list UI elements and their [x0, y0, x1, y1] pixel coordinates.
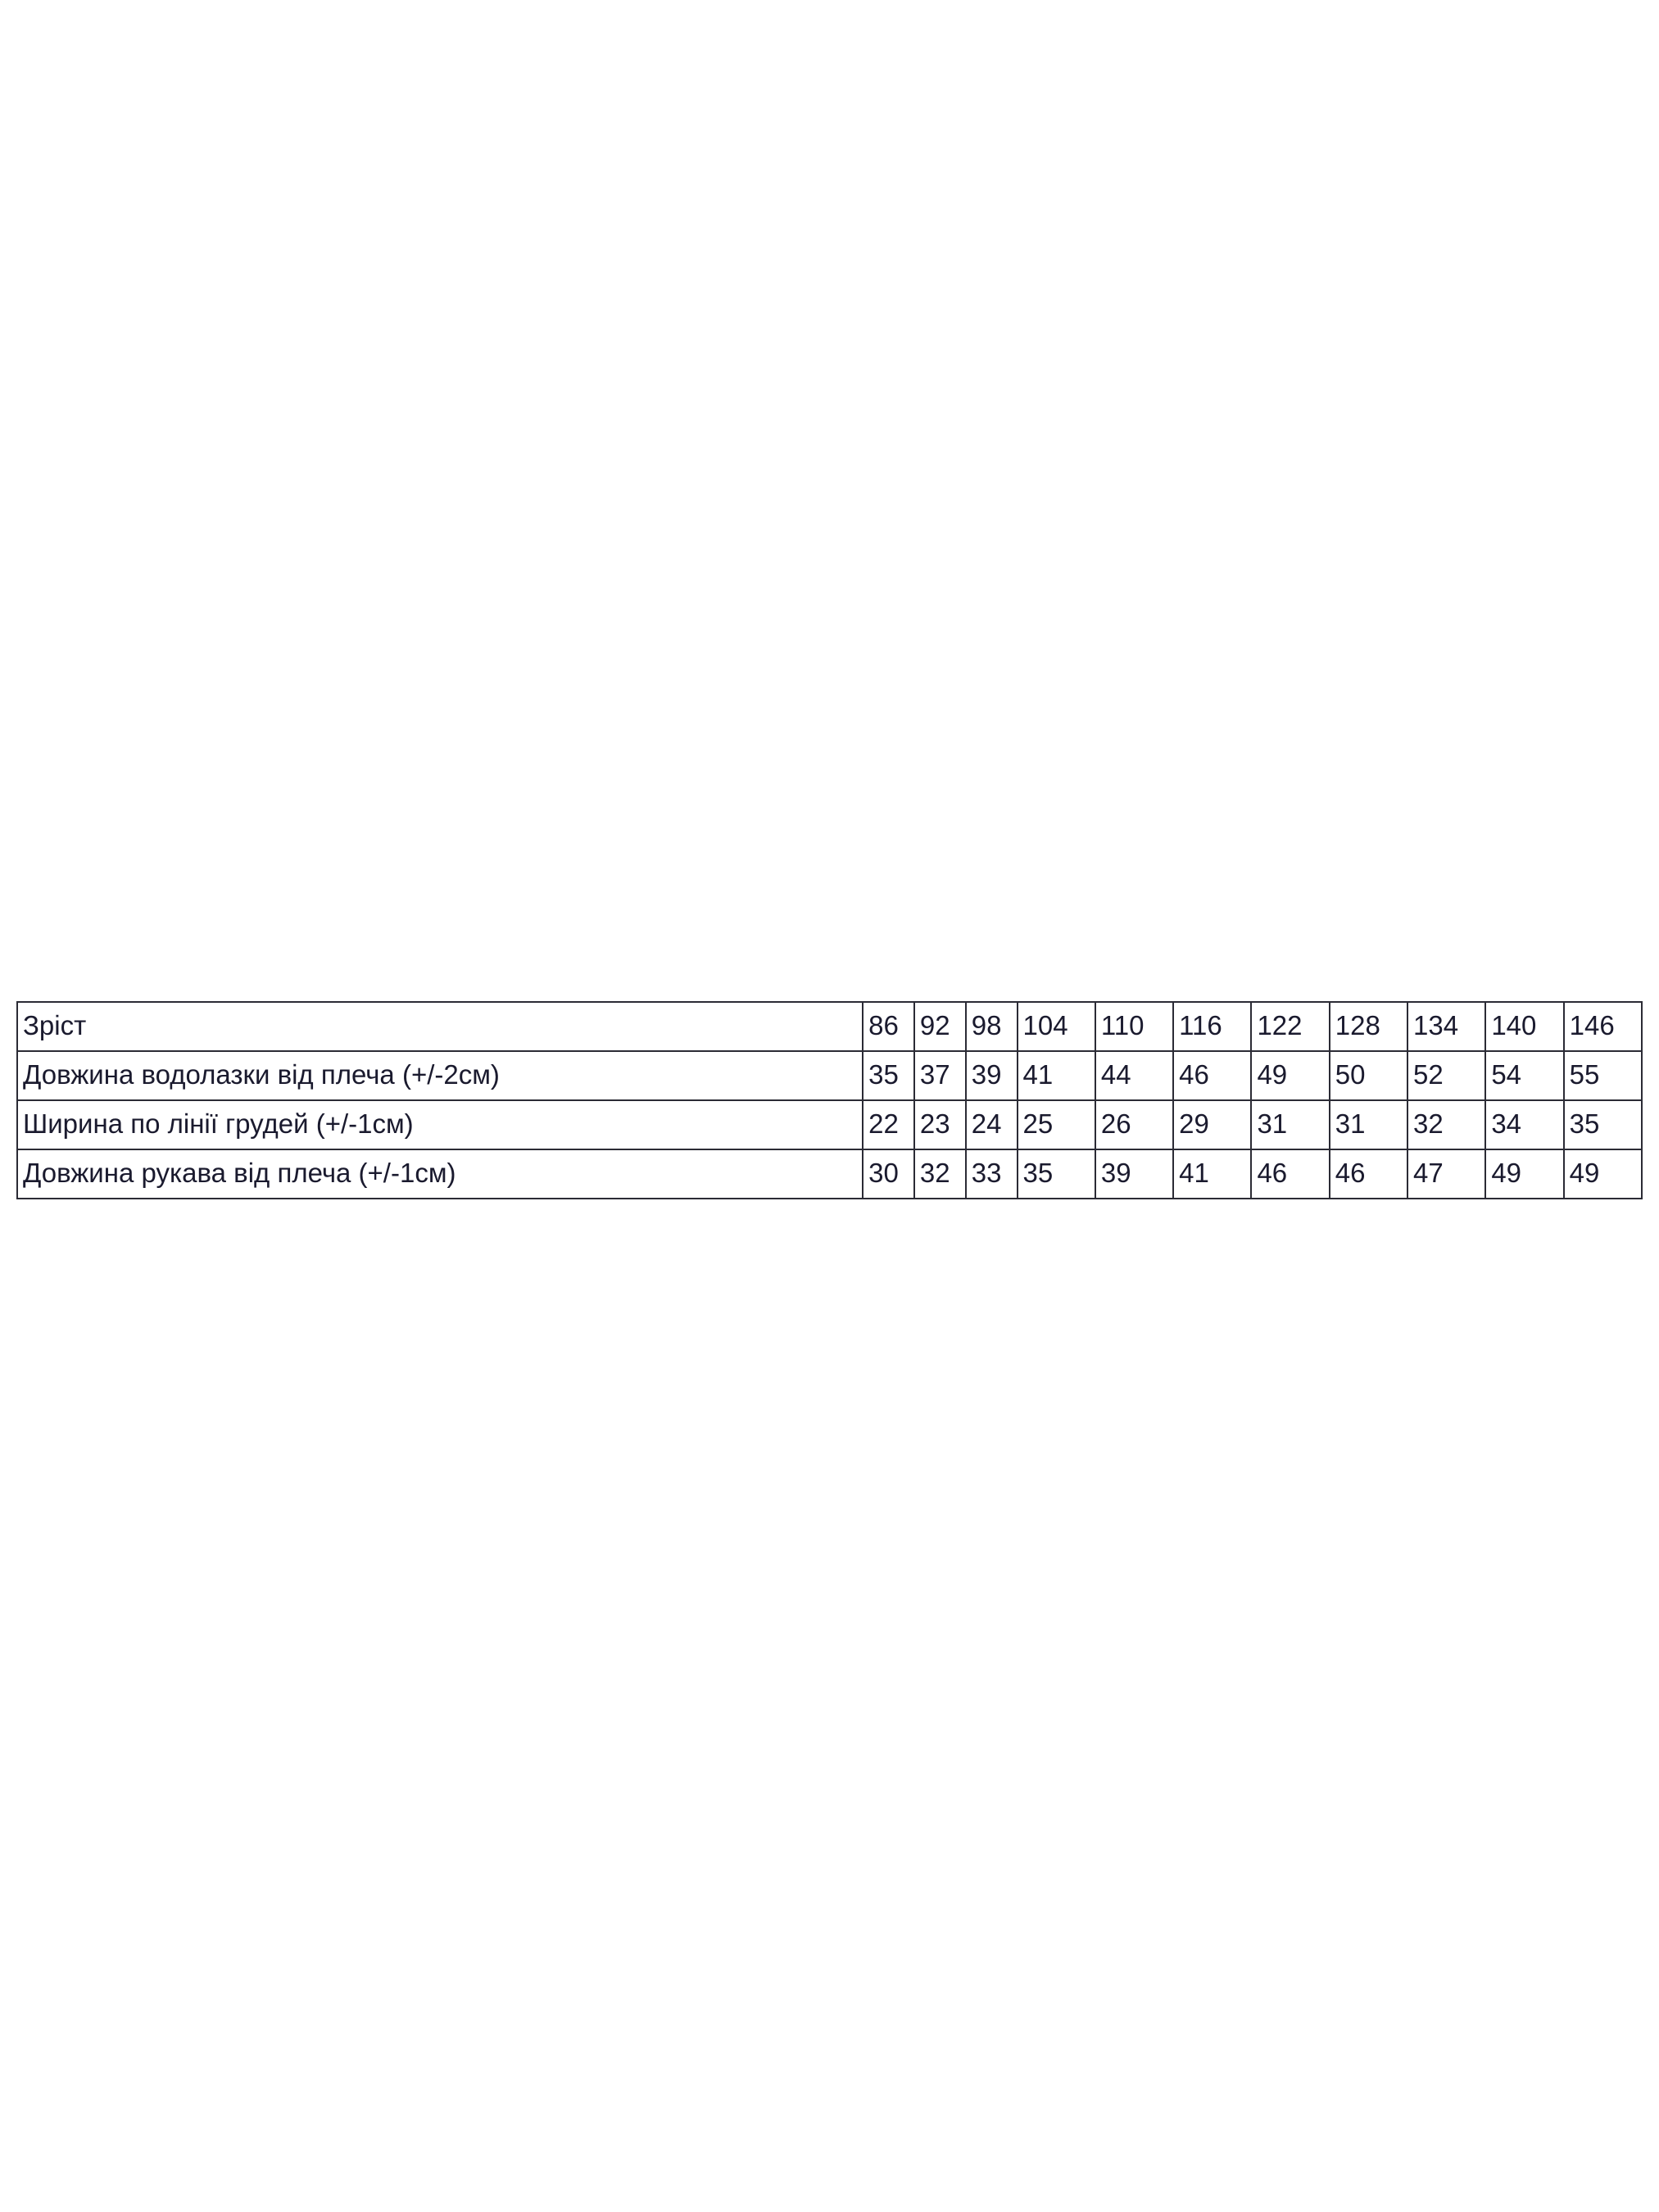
cell: 31: [1330, 1100, 1407, 1149]
cell: 49: [1485, 1149, 1563, 1199]
cell: 25: [1018, 1100, 1095, 1149]
cell: 35: [1564, 1100, 1642, 1149]
cell: 46: [1173, 1051, 1251, 1100]
cell: 98: [966, 1002, 1018, 1051]
cell: 122: [1251, 1002, 1329, 1051]
cell: 46: [1330, 1149, 1407, 1199]
cell: 31: [1251, 1100, 1329, 1149]
cell: 50: [1330, 1051, 1407, 1100]
cell: 110: [1095, 1002, 1173, 1051]
cell: 29: [1173, 1100, 1251, 1149]
cell: 47: [1407, 1149, 1485, 1199]
cell: 39: [1095, 1149, 1173, 1199]
cell: 22: [863, 1100, 914, 1149]
cell: 116: [1173, 1002, 1251, 1051]
cell: 32: [914, 1149, 966, 1199]
cell: 34: [1485, 1100, 1563, 1149]
table-row: [17, 1051, 1642, 1100]
cell: 44: [1095, 1051, 1173, 1100]
row-label: Довжина рукава від плеча (+/-1см): [17, 1149, 863, 1199]
cell: 55: [1564, 1051, 1642, 1100]
cell: 33: [966, 1149, 1018, 1199]
cell: 23: [914, 1100, 966, 1149]
row-label: Довжина водолазки від плеча (+/-2см): [17, 1051, 863, 1100]
cell: 24: [966, 1100, 1018, 1149]
cell: 134: [1407, 1002, 1485, 1051]
cell: 46: [1251, 1149, 1329, 1199]
cell: 140: [1485, 1002, 1563, 1051]
cell: 35: [863, 1051, 914, 1100]
cell: 41: [1173, 1149, 1251, 1199]
cell: 128: [1330, 1002, 1407, 1051]
cell: 54: [1485, 1051, 1563, 1100]
cell: 32: [1407, 1100, 1485, 1149]
cell: 35: [1018, 1149, 1095, 1199]
size-chart-container: [16, 1001, 1643, 1199]
cell: 52: [1407, 1051, 1485, 1100]
cell: 37: [914, 1051, 966, 1100]
cell: 41: [1018, 1051, 1095, 1100]
cell: 30: [863, 1149, 914, 1199]
table-row: [17, 1002, 1642, 1051]
size-chart-table: [16, 1001, 1643, 1199]
row-label: Ширина по лінії грудей (+/-1см): [17, 1100, 863, 1149]
row-label: Зріст: [17, 1002, 863, 1051]
cell: 39: [966, 1051, 1018, 1100]
cell: 49: [1251, 1051, 1329, 1100]
cell: 146: [1564, 1002, 1642, 1051]
table-row: [17, 1100, 1642, 1149]
table-row: [17, 1149, 1642, 1199]
cell: 49: [1564, 1149, 1642, 1199]
cell: 86: [863, 1002, 914, 1051]
cell: 104: [1018, 1002, 1095, 1051]
cell: 92: [914, 1002, 966, 1051]
cell: 26: [1095, 1100, 1173, 1149]
